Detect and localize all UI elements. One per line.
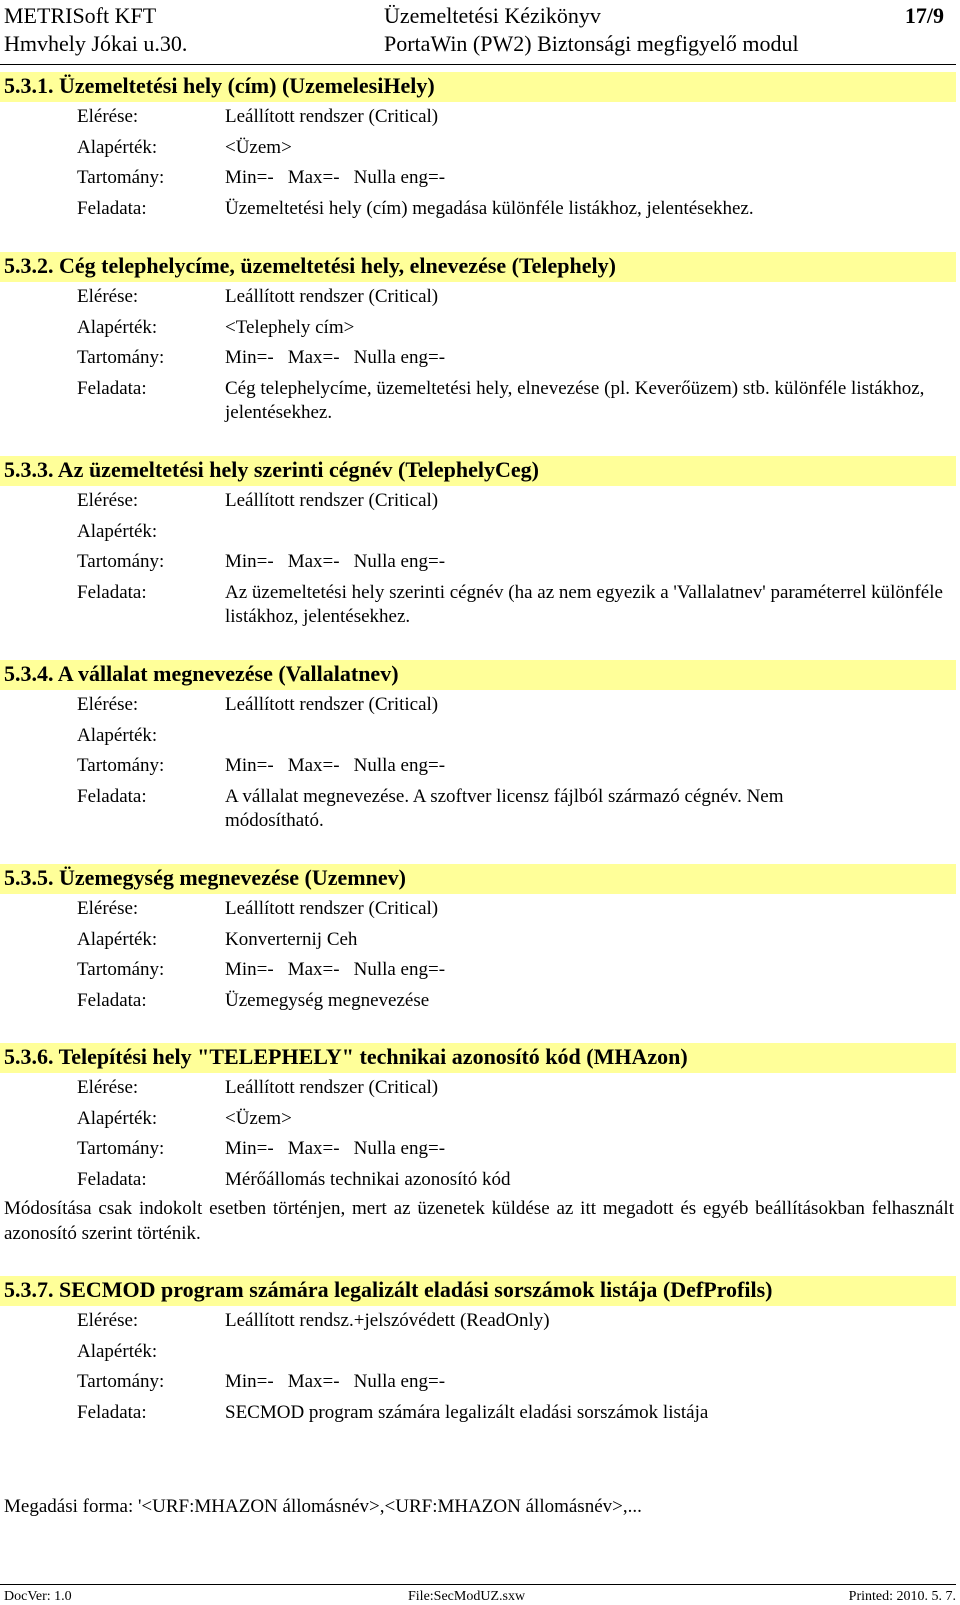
range-max: Max=- (287, 551, 340, 572)
access-value: Leállított rendszer (Critical) (225, 106, 439, 127)
default-value: <Üzem> (225, 1107, 292, 1129)
task-value: Üzemeltetési hely (cím) megadása különféle listákhoz, jelentésekhez. (225, 197, 754, 219)
range-max: Max=- (287, 1138, 340, 1159)
doc-version: DocVer: 1.0 (4, 1589, 72, 1604)
company-name: METRISoft KFT (4, 3, 157, 28)
section-title: 5.3.3. Az üzemeltetési hely szerinti cégnév (TelephelyCeg) (0, 456, 956, 486)
task-label: Feladata: (77, 581, 147, 603)
range-label: Tartomány: (77, 755, 165, 776)
range-value (225, 751, 445, 781)
range-value (225, 955, 445, 985)
file-name: File:SecModUZ.sxw (408, 1589, 526, 1604)
range-min: Min=- (225, 1138, 274, 1159)
range-null: Nulla eng=- (353, 1138, 446, 1159)
section-title: 5.3.7. SECMOD program számára legalizált eladási sorszámok listája (DefProfils) (0, 1276, 956, 1306)
access-label: Elérése: (77, 286, 139, 307)
header-divider (0, 64, 956, 65)
default-label: Alapérték: (77, 136, 158, 158)
range-min: Min=- (225, 551, 274, 572)
printed-date: Printed: 2010. 5. 7. (848, 1589, 956, 1604)
default-label: Alapérték: (77, 1340, 158, 1362)
task-value: Cég telephelycíme, üzemeltetési hely, elnevezése (pl. Keverőüzem) stb. különféle listákhoz, jelentésekhez. (225, 377, 925, 423)
range-label: Tartomány: (77, 167, 165, 188)
range-min: Min=- (225, 1371, 274, 1392)
company-address: Hmvhely Jókai u.30. (4, 31, 188, 56)
section-title: 5.3.2. Cég telephelycíme, üzemeltetési hely, elnevezése (Telephely) (0, 252, 956, 282)
range-min: Min=- (225, 959, 274, 980)
range-min: Min=- (225, 347, 274, 368)
range-null: Nulla eng=- (353, 755, 446, 776)
range-null: Nulla eng=- (353, 551, 446, 572)
range-null: Nulla eng=- (353, 959, 446, 980)
section-telephely (0, 252, 960, 430)
section-mhazon (0, 1043, 960, 1195)
access-label: Elérése: (77, 1077, 139, 1098)
task-label: Feladata: (77, 1401, 147, 1423)
mhazon-note: Módosítása csak indokolt esetben történjen, mert az üzenetek küldése az itt megadott és egyéb beállításokban felhasznált azonosító szerint történik. (4, 1198, 954, 1244)
defprofils-note: Megadási forma: '<URF:MHAZON állomásnév>,<URF:MHAZON állomásnév>,... (4, 1496, 642, 1517)
range-null: Nulla eng=- (353, 167, 446, 188)
range-value (225, 547, 445, 577)
range-max: Max=- (287, 167, 340, 188)
range-value (225, 343, 445, 373)
task-label: Feladata: (77, 1168, 147, 1190)
section-telephelyceg (0, 456, 960, 634)
range-max: Max=- (287, 959, 340, 980)
task-value: Üzemegység megnevezése (225, 989, 430, 1011)
section-title: 5.3.5. Üzemegység megnevezése (Uzemnev) (0, 864, 956, 894)
page-number: 17/9 (904, 3, 944, 28)
task-value: A vállalat megnevezése. A szoftver licensz fájlból származó cégnév. Nem módosítható. (225, 785, 784, 831)
range-min: Min=- (225, 755, 274, 776)
range-value (225, 1134, 445, 1164)
access-label: Elérése: (77, 490, 139, 511)
default-value: <Telephely cím> (225, 316, 355, 338)
default-value: <Üzem> (225, 136, 292, 158)
access-value: Leállított rendsz.+jelszóvédett (ReadOnly) (225, 1310, 550, 1331)
range-null: Nulla eng=- (353, 347, 446, 368)
section-title: 5.3.4. A vállalat megnevezése (Vallalatnev) (0, 660, 956, 690)
access-value: Leállított rendszer (Critical) (225, 694, 439, 715)
section-title: 5.3.6. Telepítési hely "TELEPHELY" technikai azonosító kód (MHAzon) (0, 1043, 956, 1073)
section-defprofils (0, 1276, 960, 1428)
section-vallalatnev (0, 660, 960, 838)
range-value (225, 163, 445, 193)
access-value: Leállított rendszer (Critical) (225, 1077, 439, 1098)
section-uzemnev (0, 864, 960, 1016)
section-uzemelesihely (0, 72, 960, 224)
document-title: Üzemeltetési Kézikönyv (384, 3, 601, 28)
access-label: Elérése: (77, 1310, 139, 1331)
default-label: Alapérték: (77, 928, 158, 950)
task-label: Feladata: (77, 197, 147, 219)
range-max: Max=- (287, 347, 340, 368)
access-label: Elérése: (77, 694, 139, 715)
default-label: Alapérték: (77, 1107, 158, 1129)
range-null: Nulla eng=- (353, 1371, 446, 1392)
access-label: Elérése: (77, 106, 139, 127)
access-value: Leállított rendszer (Critical) (225, 490, 439, 511)
range-label: Tartomány: (77, 959, 165, 980)
access-label: Elérése: (77, 898, 139, 919)
default-label: Alapérték: (77, 520, 158, 542)
document-subtitle: PortaWin (PW2) Biztonsági megfigyelő modul (384, 31, 799, 56)
range-value (225, 1367, 445, 1397)
task-value: Az üzemeltetési hely szerinti cégnév (ha az nem egyezik a 'Vallalatnev' paraméterrel különféle listákhoz, jelentésekhez. (225, 581, 943, 627)
access-value: Leállított rendszer (Critical) (225, 286, 439, 307)
range-min: Min=- (225, 167, 274, 188)
task-value: SECMOD program számára legalizált eladási sorszámok listája (225, 1401, 709, 1423)
range-max: Max=- (287, 1371, 340, 1392)
default-value: Konverternij Ceh (225, 928, 358, 950)
range-label: Tartomány: (77, 551, 165, 572)
default-label: Alapérték: (77, 316, 158, 338)
task-label: Feladata: (77, 377, 147, 399)
range-label: Tartomány: (77, 347, 165, 368)
task-value: Mérőállomás technikai azonosító kód (225, 1168, 511, 1190)
default-label: Alapérték: (77, 724, 158, 746)
range-max: Max=- (287, 755, 340, 776)
page-footer (0, 1584, 956, 1605)
range-label: Tartomány: (77, 1138, 165, 1159)
range-label: Tartomány: (77, 1371, 165, 1392)
task-label: Feladata: (77, 785, 147, 807)
task-label: Feladata: (77, 989, 147, 1011)
access-value: Leállított rendszer (Critical) (225, 898, 439, 919)
section-title: 5.3.1. Üzemeltetési hely (cím) (UzemelesiHely) (0, 72, 956, 102)
